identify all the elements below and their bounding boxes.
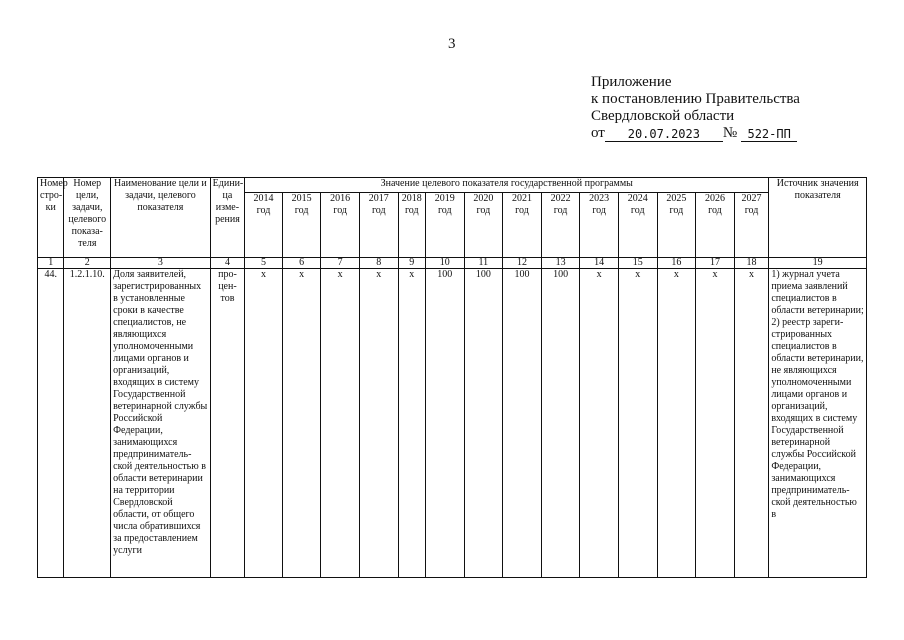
- year-label: 2014: [253, 193, 274, 204]
- indicators-table: [37, 177, 867, 578]
- column-number: 10: [425, 258, 464, 269]
- cell-value-2018: x: [398, 269, 425, 578]
- year-unit: год: [553, 205, 568, 216]
- year-label: 2024: [627, 193, 648, 204]
- column-number: 7: [321, 258, 360, 269]
- year-unit: год: [592, 205, 606, 216]
- header-year-2024: [618, 193, 657, 258]
- column-number: 13: [541, 258, 580, 269]
- year-label: 2019: [434, 193, 455, 204]
- appendix-sign-line: [591, 125, 800, 142]
- header-year-2018: [398, 193, 425, 258]
- column-number: 18: [734, 258, 769, 269]
- header-name: Наименование цели и задачи, целевого показателя: [111, 178, 211, 258]
- cell-value-2021: 100: [503, 269, 542, 578]
- resolution-date: 20.07.2023: [605, 127, 723, 142]
- header-year-2027: [734, 193, 769, 258]
- column-number: 8: [359, 258, 398, 269]
- year-label: 2027: [741, 193, 762, 204]
- year-unit: год: [476, 205, 491, 216]
- year-label: 2015: [291, 193, 312, 204]
- year-label: 2020: [473, 193, 494, 204]
- year-unit: год: [630, 205, 645, 216]
- cell-source: 1) журнал учета приема заявлений специалистов в области ветеринарии; 2) реестр зареги-стрированных специалистов в области ветеринарии, не являющихся уполномоченными лицами органов и организаций, входящих в систему Государственной ветеринарной службы Российской Федерации, занимающихся предприниматель-ской деятельностью в: [769, 269, 867, 578]
- column-number: 1: [38, 258, 64, 269]
- header-year-2022: [541, 193, 580, 258]
- header-year-2025: [657, 193, 696, 258]
- year-label: 2022: [550, 193, 571, 204]
- column-number: 5: [245, 258, 283, 269]
- header-source: Источник значения показателя: [769, 178, 867, 258]
- column-number: 6: [282, 258, 321, 269]
- cell-unit: про-цен-тов: [210, 269, 245, 578]
- cell-value-2014: x: [245, 269, 283, 578]
- cell-value-2025: x: [657, 269, 696, 578]
- year-unit: год: [294, 205, 309, 216]
- header-year-2023: [580, 193, 619, 258]
- year-unit: год: [333, 205, 347, 216]
- header-row-number: Номер стро-ки: [38, 178, 64, 258]
- header-year-2016: [321, 193, 360, 258]
- appendix-region: Свердловской области: [591, 108, 735, 124]
- year-unit: год: [708, 205, 722, 216]
- number-label: №: [722, 125, 738, 141]
- year-unit: год: [404, 205, 419, 216]
- cell-value-2019: 100: [425, 269, 464, 578]
- cell-goal-number: 1.2.1.10.: [64, 269, 111, 578]
- cell-value-2026: x: [696, 269, 735, 578]
- header-year-2019: [425, 193, 464, 258]
- cell-value-2015: x: [282, 269, 321, 578]
- header-year-2021: [503, 193, 542, 258]
- column-number: 16: [657, 258, 696, 269]
- cell-value-2022: 100: [541, 269, 580, 578]
- column-number: 17: [696, 258, 735, 269]
- header-unit: Едини-ца изме-рения: [210, 178, 245, 258]
- year-label: 2016: [330, 193, 351, 204]
- cell-value-2020: 100: [464, 269, 503, 578]
- header-year-2015: [282, 193, 321, 258]
- year-unit: год: [515, 205, 529, 216]
- header-year-2017: [359, 193, 398, 258]
- appendix-subtitle: к постановлению Правительства: [591, 91, 800, 107]
- from-label: от: [591, 125, 605, 141]
- column-number: 3: [111, 258, 211, 269]
- year-label: 2026: [704, 193, 725, 204]
- year-unit: год: [669, 205, 684, 216]
- cell-indicator-name: Доля заявителей, зарегистрированных в установленные сроки в качестве специалистов, не являющихся уполномоченными лицами органов и организаций, входящих в систему Государственной ветеринарной службы Российской Федерации, занимающихся предприниматель-ской деятельностью в области ветеринарии на территории Свердловской области, от общего числа обратившихся за предоставлением услуги: [111, 269, 211, 578]
- header-year-2020: [464, 193, 503, 258]
- appendix-title: Приложение: [591, 74, 672, 90]
- header-year-2014: [245, 193, 283, 258]
- header-year-2026: [696, 193, 735, 258]
- appendix-block: [591, 74, 800, 142]
- column-number: 11: [464, 258, 503, 269]
- year-label: 2023: [589, 193, 610, 204]
- cell-value-2027: x: [734, 269, 769, 578]
- year-label: 2025: [666, 193, 687, 204]
- column-number: 9: [398, 258, 425, 269]
- year-unit: год: [744, 205, 759, 216]
- year-unit: год: [437, 205, 452, 216]
- cell-row-number: 44.: [38, 269, 64, 578]
- cell-value-2023: x: [580, 269, 619, 578]
- column-number: 14: [580, 258, 619, 269]
- column-number: 4: [210, 258, 245, 269]
- year-label: 2017: [368, 193, 389, 204]
- year-label: 2018: [401, 193, 422, 204]
- year-label: 2021: [511, 193, 532, 204]
- cell-value-2016: x: [321, 269, 360, 578]
- resolution-number: 522-ПП: [741, 127, 797, 142]
- column-number: 2: [64, 258, 111, 269]
- cell-value-2024: x: [618, 269, 657, 578]
- page-number: 3: [448, 36, 456, 52]
- column-number: 12: [503, 258, 542, 269]
- year-unit: год: [371, 205, 386, 216]
- cell-value-2017: x: [359, 269, 398, 578]
- header-values-group: Значение целевого показателя государственной программы: [245, 178, 769, 193]
- year-unit: год: [256, 205, 271, 216]
- header-goal-number: Номер цели, задачи, целевого показа-теля: [64, 178, 111, 258]
- column-number: 15: [618, 258, 657, 269]
- column-number: 19: [769, 258, 867, 269]
